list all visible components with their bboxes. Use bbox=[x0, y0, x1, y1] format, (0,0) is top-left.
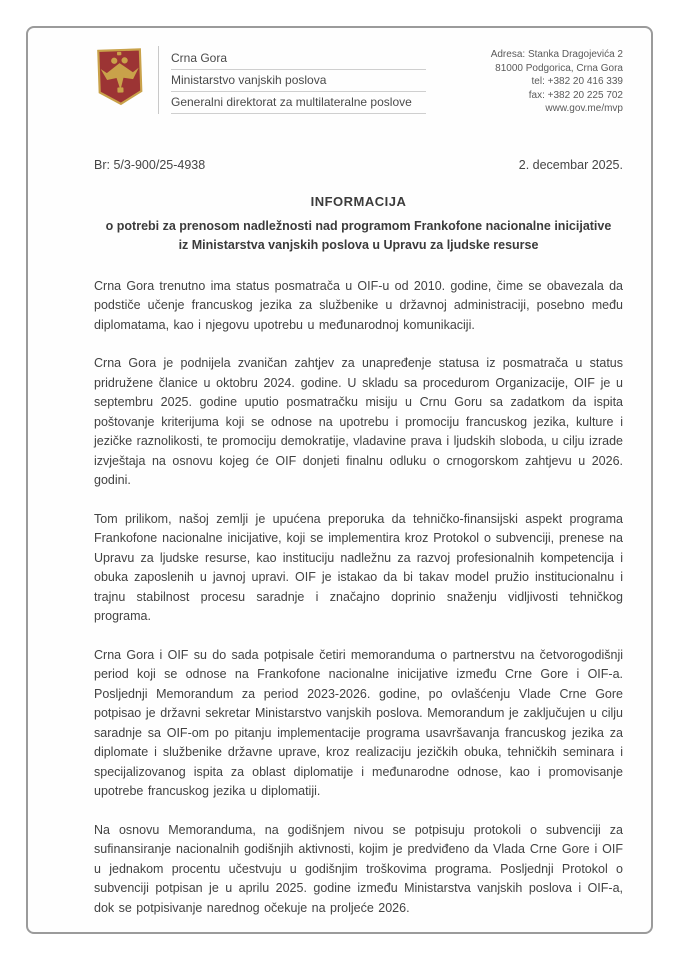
address-tel: tel: +382 20 416 339 bbox=[531, 76, 623, 87]
paragraph: Crna Gora je podnijela zvaničan zahtjev za unapređenje statusa iz posmatrača u status pridružene članice u oktobru 2024. godine. U skladu sa procedurom Organizacije, OIF je u septembru 2025. godine uputio posmatračku misiju u Crnu Goru sa zadatkom da ispita poštovanje kriterijuma koji se odnose na upotrebu i promociju francuskog jezika, kulture i jezičke raznolikosti, te promociju demokratije, vladavine prava i ljudskih sloboda, u cilju izrade izvještaja na osnovu kojeg će OIF donjeti finalnu odluku o crnogorskom zahtjevu u 2026. godini. bbox=[94, 356, 623, 487]
paragraph: Tom prilikom, našoj zemlji je upućena preporuka da tehničko-finansijski aspekt programa Frankofone nacionalne inicijative, koji se implementira kroz Protokol o subvenciji, prenese na Upravu za ljudske resurse, kao instituciju nadležnu za razvoj profesionalnih kompetencija i obuka zaposlenih u javnoj upravi. OIF je istakao da bi takav model pružio institucionalnu i trajnu stabilnost procesu saradnje i značajno doprinio snaženju vidljivosti tehničkog programa. bbox=[94, 511, 623, 623]
address-web: www.gov.me/mvp bbox=[545, 103, 623, 114]
paragraph: Na osnovu Memoranduma, na godišnjem nivou se potpisuju protokoli o subvenciji za sufinansiranje nacionalnih godišnjih aktivnosti, kojim je predviđeno da Vlada Crne Gore i OIF u jednakom procentu učestvuju u godišnjim troškovima programa. Posljednji Protokol o subvenciji potpisan je u aprilu 2025. godine između Ministarstva vanjskih poslova i OIF-a, dok se potpisivanje narednog očekuje na proljeće 2026. bbox=[94, 822, 623, 915]
document-subtitle: o potrebi za prenosom nadležnosti nad programom Frankofone nacionalne inicijative iz Ministarstva vanjskih poslova u Upravu za ljudske resurse bbox=[105, 218, 612, 252]
paragraph: Crna Gora i OIF su do sada potpisale četiri memoranduma o partnerstvu na četvorogodišnji period koji se odnose na Frankofone nacionalne inicijative između Crne Gore i OIF-a. Posljednji Memorandum za period 2023-2026. godine, po ovlašćenju Vlade Crne Gore potpisao je državni sekretar Ministarstvo vanjskih poslova. Memorandum je zaključujen u cilju saradnje sa OIF-om po pitanju implementacije programa usavršavanja francuskog jezika za diplomate i službenike državne uprave, kroz realizaciju jezičkih obuka, tehničkih seminara i specijalizovanog ispita za oblast diplomatije i međunarodne odnose, kao i promovisanje upotrebe francuskog jezika u diplomatiji. bbox=[94, 647, 623, 798]
reference-row bbox=[94, 158, 623, 172]
reference-number: Br: 5/3-900/25-4938 bbox=[94, 157, 206, 172]
org-country: Crna Gora bbox=[171, 48, 426, 70]
address-street: Adresa: Stanka Dragojevića 2 bbox=[490, 49, 623, 60]
document-title: INFORMACIJA bbox=[310, 193, 407, 209]
paragraph: Crna Gora trenutno ima status posmatrača u OIF-u od 2010. godine, čime se obavezala da podstiče učenje francuskog jezika za službenike u državnoj administraciji, posebno među diplomatama, kao i njegovu upotrebu u međunarodnoj komunikaciji. bbox=[94, 278, 623, 332]
org-ministry: Ministarstvo vanjskih poslova bbox=[171, 70, 426, 92]
document-body bbox=[94, 277, 623, 919]
document-content bbox=[28, 28, 651, 918]
address-fax: fax: +382 20 225 702 bbox=[528, 89, 623, 101]
address-block bbox=[491, 46, 623, 116]
org-name-block bbox=[158, 46, 426, 114]
document-border-frame bbox=[26, 26, 653, 934]
address-city: 81000 Podgorica, Crna Gora bbox=[495, 62, 623, 74]
coat-of-arms-icon bbox=[94, 46, 146, 108]
org-directorate: Generalni direktorat za multilateralne poslove bbox=[171, 92, 426, 114]
document-date: 2. decembar 2025. bbox=[518, 157, 623, 172]
letterhead bbox=[94, 46, 623, 116]
